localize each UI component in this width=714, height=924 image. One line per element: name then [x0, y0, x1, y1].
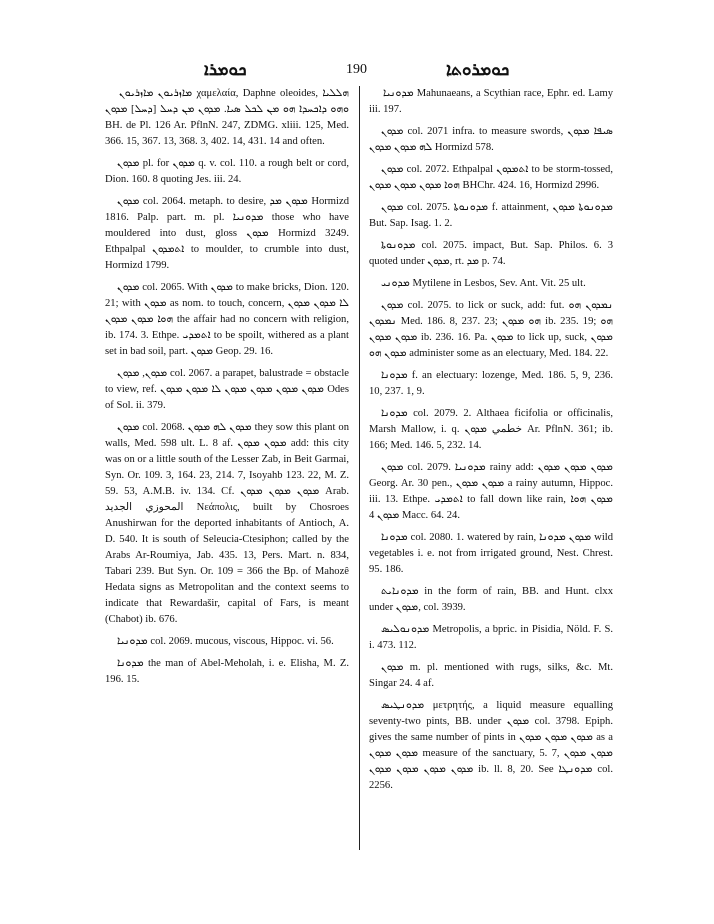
left-column	[105, 86, 349, 694]
dictionary-entry: ܡܕܘܢ, ܡܕܘܢ col. 2067. a parapet, balustrade = obstacle to view, ref. ܡܕܘܢ ܡܕܘܢ ܡܕܘܢ ܡܕܘܢ ܠܐ ܡܕܘܢ ܡܕܘܢ Odes of Sol. ii. 379.	[105, 368, 349, 411]
dictionary-entry: ܡܕܘܢܐ col. 2079. 2. Althaea ficifolia or officinalis, Marsh Mallow, i. q. خطمي ܡܕܘܢ Ar. PflnN. 361; ib. 166; Med. 146. 5, 232. 14.	[369, 408, 613, 451]
dictionary-entry: ܡܕܘܢܐ col. 2080. 1. watered by rain, ܡܕܘܢ ܡܕܘܢܐ wild vegetables i. e. not from irrigated ground, Nest. Chrest. 95. 186.	[369, 532, 614, 575]
column-divider	[359, 86, 360, 850]
dictionary-entry: ܡܕܘܢ col. 2064. metaph. to desire, ܡܕܘܢ ܡܕ Hormizd 1816. Palp. part. m. pl. ܡܕܘܢܝܐ those who have mouldered into dust, gloss ܡܕܘܢ Hormizd 3249. Ethpalpal ܐܬܡܕܘܢ to moulder, to crumble into dust, Hormizd 1799.	[105, 196, 349, 271]
dictionary-entry: ܡܕܘܢ m. pl. mentioned with rugs, silks, &c. Mt. Singar 24. 4 af.	[369, 662, 613, 689]
dictionary-entry: ܡܕܘܢ col. 2075. to lick or suck, add: fut. ܢܡܕܘܢ ܗܘ ܢܡܕܘܢ Med. 186. 8, 237. 23; ܗܘ ܡܕܘܢ ib. 235. 19; ܗܘ ܡܕܘܢ ܡܕܘܢ ib. 236. 16. Pa. ܡܕܘܢ to lick up, suck, ܡܕܘܢ ܡܕܘܢ ܗܘ administer some as an electuary, Med. 184. 22.	[369, 300, 613, 359]
dictionary-entry: ܡܕܘܢ col. 2072. Ethpalpal ܐܬܡܕܘܢ to be storm-tossed, ܗܘܐ ܡܕܘܢ ܡܕܘܢ ܡܕܘܢ BHChr. 424. 16, Hormizd 2996.	[369, 164, 613, 191]
running-head-left: ܟܘܡܪܐ	[204, 60, 247, 80]
dictionary-entry: ܡܕܘܢܐܝܬ in the form of rain, BB. and Hunt. clxx under ܡܕܘܢ, col. 3939.	[369, 586, 613, 613]
dictionary-entry: ܡܕܘܢܝܐ Mahunaeans, a Scythian race, Ephr. ed. Lamy iii. 197.	[369, 88, 613, 115]
dictionary-entry: ܡܕܘܢܝܐ col. 2069. mucous, viscous, Hippoc. vi. 56.	[117, 636, 334, 647]
dictionary-entry: ܡܕܘܢ pl. for ܡܕܘܢ q. v. col. 110. a rough belt or cord, Dion. 160. 8 quoting Jes. iii. 24.	[105, 158, 349, 185]
right-column	[369, 86, 613, 800]
dictionary-entry: ܡܕܘܢܐ f. an electuary: lozenge, Med. 186. 5, 9, 236. 10, 237. 1, 9.	[369, 370, 613, 397]
dictionary-entry: ܡܕܘܢ col. 2065. With ܡܕܘܢ to make bricks, Dion. 120. 21; with ܡܕܘܢ as nom. to touch, concern, ܠܐ ܡܕܘܢ ܡܕܘܢ ܗܘܐ ܡܕܘܢ ܡܕܘܢ the affair had no concern with religion, ib. 174. 3. Ethpe. ܐܬܡܕܝ to be spoilt, withered as a plant set in bad soil, part. ܡܕܘܢ Geop. 29. 16.	[105, 282, 350, 357]
running-head-right: ܟܘܡܪܘܬܐ	[446, 60, 510, 80]
dictionary-entry: ܡܕܘܢ col. 2075. ܡܕܘܢܘܬܐ f. attainment, ܡܕܘܢܘܬܐ ܡܕܘܢ But. Sap. Isag. 1. 2.	[369, 202, 613, 229]
dictionary-entry: ܡܕܘܢ col. 2079. ܡܕܘܢܝܐ rainy add: ܡܕܘܢ ܡܕܘܢ ܡܕܘܢ Georg. Ar. 30 pen., ܡܕܘܢ ܡܕܘܢ a rainy autumn, Hippoc. iii. 13. Ethpe. ܐܬܡܕܝ to fall down like rain, ܡܕܘܢ ܗܘܐ ܡܕܘܢ 4 Macc. 64. 24.	[369, 462, 614, 521]
dictionary-entry: ܡܕܘܢܘܬܐ col. 2075. impact, But. Sap. Philos. 6. 3 quoted under ܡܕܘܢ, rt. ܡܕ p. 74.	[369, 240, 613, 267]
dictionary-entry: ܡܕܘܢ col. 2071 infra. to measure swords, ܣܝܦܐ ܡܕܘܢ ܠܗ ܡܕܘܢ ܡܕܘܢ Hormizd 578.	[369, 126, 613, 153]
dictionary-entry: ܡܕܘܢܐ the man of Abel-Meholah, i. e. Elisha, M. Z. 196. 15.	[105, 658, 349, 685]
page-number: 190	[346, 62, 367, 77]
dictionary-entry: ܡܕܘܢܛܝܣ μετρητής, a liquid measure equalling seventy-two pints, BB. under ܡܕܘܢ col. 3798. Epiph. gives the same number of pints in ܡܕܘܢ ܡܕܘܢ ܡܕܘܢ as a ܡܕܘܢ ܡܕܘܢ measure of the sanctuary, 5. 7, ܡܕܘܢ ܡܕܘܢ ܡܕܘܢ ܡܕܘܢ ܡܕܘܢ ܡܕܘܢ ib. ll. 8, 20. See ܡܕܘܢܛܐ col. 2256.	[369, 700, 614, 791]
dictionary-entry: ܡܕܘܢ col. 2068. ܡܕܘܢ ܠܗ ܡܕܘܢ they sow this plant on walls, Med. 598 ult. L. 8 af. ܡܕܘܢ ܡܕܘܢ add: this city was on or a little south of the Lesser Zab, in Beit Garmai, Syn. Or. 109. 3, 164. 23, 214. 7, Isoyahb 123. 22, M. Z. 59. 53, A.M.B. iv. 134. Cf. ܡܕܘܢ ܡܕܘܢ ܡܕܘܢ Arab. المحوزي الجديد Νεάπολις, built by Chosroes Anushirwan for the deported inhabitants of Antioch, A. D. 540. It is south of Seleucia-Ctesiphon; called by the Arabs Ar-Roumiya, Jab. 435. 13, Pers. Mart. n. 834, Tabari 239. But Syn. Or. 109 = 366 the Bp. of Mahozê Hedata signs as Metropolitan and the context seems to indicate that Rewardašir, capital of Fars, is meant (Chabot) ib. 676.	[105, 422, 349, 625]
dictionary-entry: ܡܐܙܪܝܘܢ ܡܐܙܪܝܘܢ χαμελαία, Daphne oleoides, ܗܠܠܝܐ ܘܗܘ ܕܐܟܚܕܐ ܗܘ ܡܢ ܠܟܠ ܣܝܐ. ܡܕܘܢ ܡܢ ܕܚܠ [ܕܚܠ] ܡܕܘܢ BH. de Pl. 126 Ar. PflnN. 247, ZDMG. xliii. 125, Med. 366. 15, 367. 13, 368. 3, 402. 14, 431. 14 and often.	[105, 88, 349, 147]
dictionary-entry: ܡܕܘܢܘܠܝܣ Metropolis, a bpric. in Pisidia, Nöld. F. S. i. 473. 112.	[369, 624, 613, 651]
dictionary-entry: ܡܕܘܢܝ Mytilene in Lesbos, Sev. Ant. Vit. 25 ult.	[381, 278, 586, 289]
